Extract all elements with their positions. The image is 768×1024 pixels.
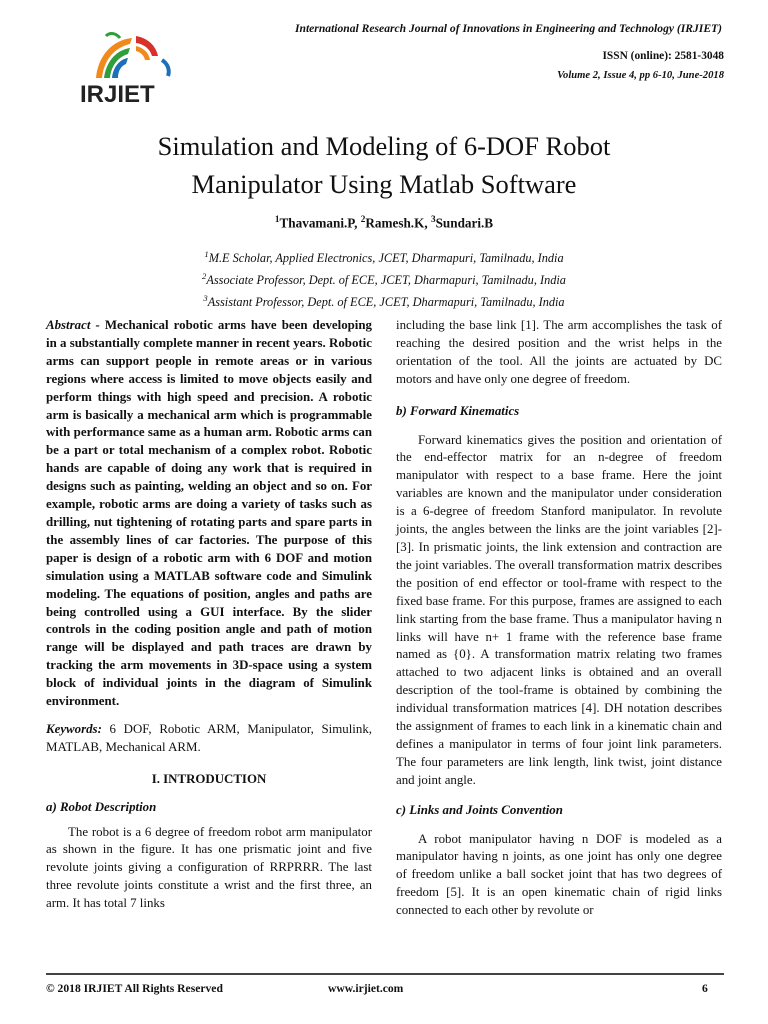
- affiliation-1-sup: 1: [204, 249, 209, 259]
- affiliations: [0, 245, 768, 311]
- logo-text: IRJIET: [80, 81, 155, 108]
- author-2: Ramesh.K,: [365, 215, 431, 231]
- footer-website-link[interactable]: www.irjiet.com: [328, 982, 404, 995]
- authors: [0, 214, 768, 231]
- keywords: [46, 721, 372, 757]
- author-1: Thavamani.P,: [279, 215, 361, 231]
- journal-name: International Research Journal of Innovations in Engineering and Technology (IRJIET): [294, 22, 722, 35]
- author-1-sup: 1: [274, 214, 280, 224]
- affiliation-2-text: Associate Professor, Dept. of ECE, JCET, Dharmapuri, Tamilnadu, India: [206, 273, 566, 288]
- paragraph-robot-description: The robot is a 6 degree of freedom robot arm manipulator as shown in the figure. It has one prismatic joint and five revolute joints giving a configuration of RRPRRR. The last three revolute joints constitute a wrist and the first three, an arm. It has total 7 links: [46, 824, 372, 911]
- volume-info: Volume 2, Issue 4, pp 6-10, June-2018: [557, 70, 724, 81]
- subsection-links-joints-heading: c) Links and Joints Convention: [396, 802, 563, 817]
- keywords-text: 6 DOF, Robotic ARM, Manipulator, Simulink, MATLAB, Mechanical ARM.: [46, 721, 372, 754]
- paragraph-forward-kinematics: Forward kinematics gives the position and orientation of the end-effector matrix for an n-degree of freedom manipulator with respect to a base frame. Here the joint variables are known and the manipulator under consideration is a 6-degree of freedom Stanford manipulator. In revolute joints, the angles between the links are the joint variables [2]-[3]. In prismatic joints, the link extension and contraction are the joint variables. The overall transformation matrix describes the position of end effector or tool-frame with respect to the fixed base frame. For this purpose, frames are assigned to each link starting from the base frame. Thus a manipulator having n links will have n+ 1 frame with the reference base frame named as {0}. A transformation matrix relating two frames attached to two adjacent links is obtained and an overall description of the tool-frame is obtained by combining the individual transformation matrices [4]. DH notation describes the assignment of frames to each link in a kinematic chain and defines a manipulator in terms of four joint link parameters. The four parameters are link length, link twist, joint distance and joint angle.: [396, 432, 722, 787]
- affiliation-1-text: M.E Scholar, Applied Electronics, JCET, Dharmapuri, Tamilnadu, India: [208, 251, 564, 266]
- paragraph-links-joints: A robot manipulator having n DOF is modeled as a manipulator having n joints, as one joint has only one degree of freedom unlike a ball socket joint that has two degrees of freedom [5]. It is an open kinematic chain of rigid links connected to each other by revolute or: [396, 831, 722, 918]
- footer-divider: [46, 973, 724, 975]
- title-line-1: Simulation and Modeling of 6-DOF Robot: [157, 131, 611, 161]
- title-line-2: Manipulator Using Matlab Software: [191, 169, 577, 199]
- abstract-label: Abstract -: [46, 318, 100, 332]
- left-column: [46, 317, 372, 913]
- subsection-robot-description-heading: a) Robot Description: [46, 799, 157, 814]
- right-column: [396, 317, 722, 920]
- paper-title: [60, 127, 708, 203]
- author-3-sup: 3: [430, 214, 436, 224]
- keywords-label: Keywords:: [46, 721, 102, 736]
- logo-graphic-icon: [76, 30, 188, 110]
- page-number: 6: [702, 982, 708, 995]
- affiliation-1: [0, 245, 768, 267]
- abstract-text: Mechanical robotic arms have been developing in a substantially complete manner in recent years. Robotic arms can support people in remote areas or in various regions where access is limited to move objects easily and perform things with high speed and precision. A robotic arm is basically a mechanical arm which is programmable with performance same as a human arm. Robotic arms can be a part or total mechanism of a complex robot. Robotic hands are capable of doing any work that is required in designs such as painting, welding an object and so on. For example, robotic arms are doing a variety of tasks such as drilling, nut tightening of rotating parts and spare parts in the assembly lines of car factories. The purpose of this paper is design of a robotic arm with 6 DOF and motion simulation using a MATLAB software code and Simulink modeling. The equations of position, angles and paths are being controlled using a GUI interface. By the slider controls in the coding position angle and path of motion range will be displayed and path traces are drawn by tracking the arm movements in 3D-space using a system block of individual joints in the diagram of Simulink environment.: [46, 318, 373, 709]
- irjiet-logo: [76, 30, 188, 110]
- footer-copyright: © 2018 IRJIET All Rights Reserved: [46, 982, 223, 995]
- affiliation-3-text: Assistant Professor, Dept. of ECE, JCET, Dharmapuri, Tamilnadu, India: [207, 295, 565, 310]
- affiliation-3: [0, 289, 768, 311]
- issn: ISSN (online): 2581-3048: [602, 50, 724, 62]
- subsection-forward-kinematics-heading: b) Forward Kinematics: [396, 403, 520, 418]
- affiliation-2: [0, 267, 768, 289]
- affiliation-3-sup: 3: [203, 293, 208, 304]
- affiliation-2-sup: 2: [202, 271, 207, 282]
- author-2-sup: 2: [360, 214, 366, 224]
- paragraph-robot-description-continued: including the base link [1]. The arm accomplishes the task of reaching the desired position and the wrist helps in the orientation of the tool. All the joints are actuated by DC motors and have only one degree of freedom.: [396, 318, 722, 386]
- section-introduction-heading: I. INTRODUCTION: [151, 771, 267, 786]
- author-3: Sundari.B: [435, 215, 494, 231]
- abstract: [46, 317, 372, 711]
